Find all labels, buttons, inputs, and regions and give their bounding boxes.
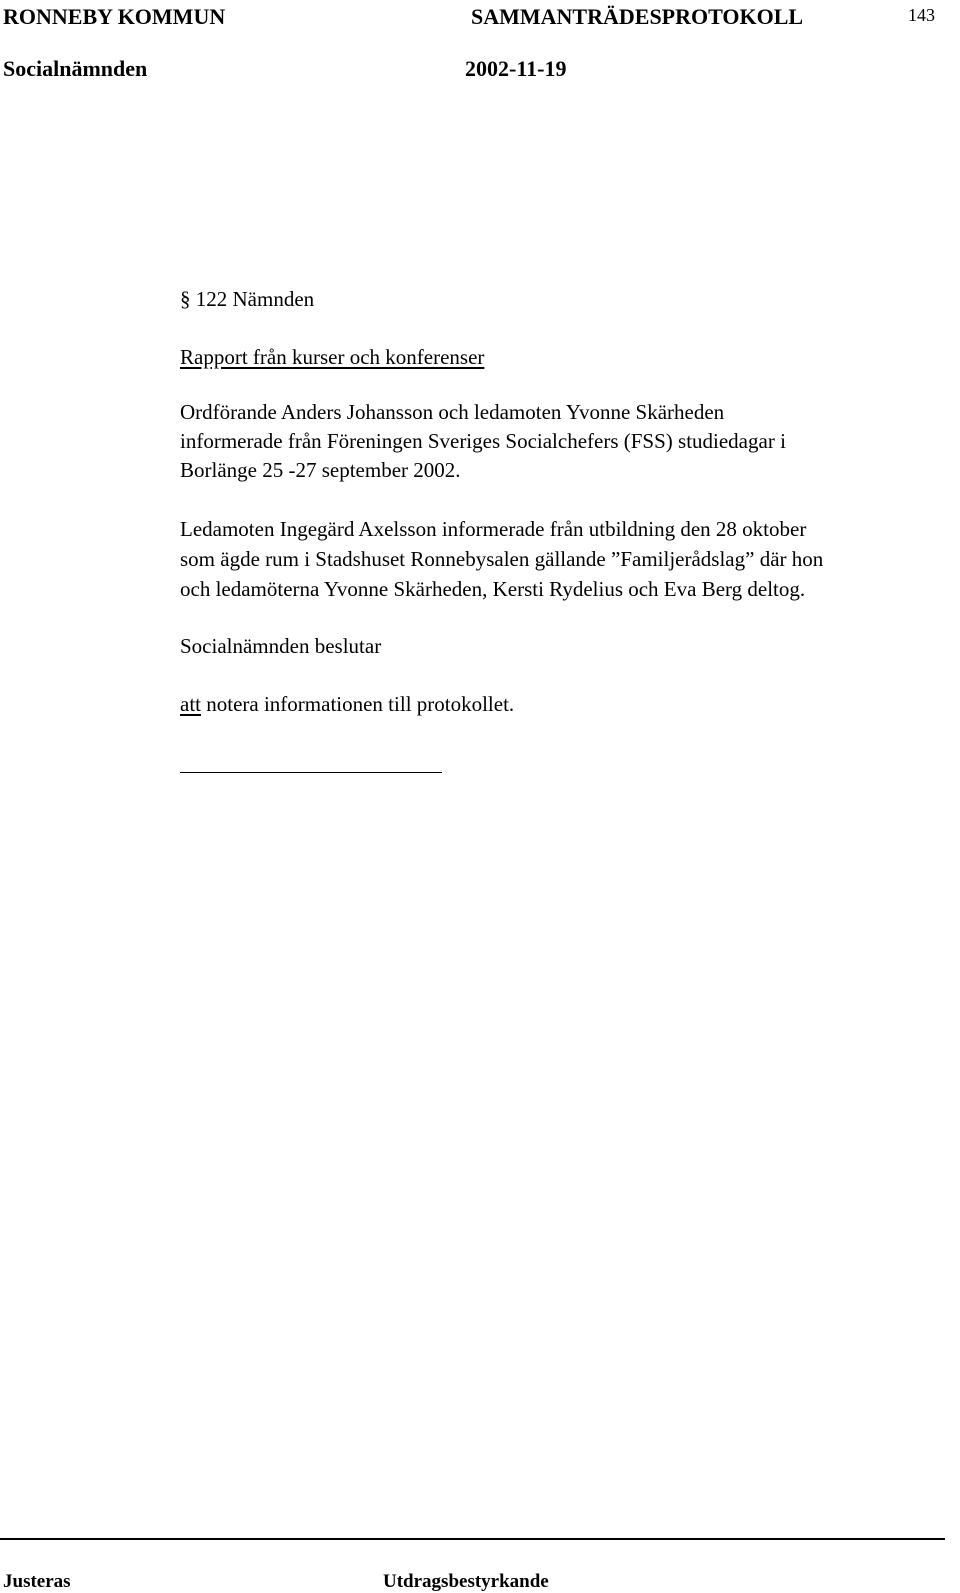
paragraph-1 xyxy=(180,398,940,485)
paragraph-line: informerade från Föreningen Sveriges Socialchefers (FSS) studiedagar i xyxy=(180,429,786,453)
meeting-date: 2002-11-19 xyxy=(465,56,567,81)
footer-rule xyxy=(0,1538,945,1540)
paragraph-line: Borlänge 25 -27 september 2002. xyxy=(180,458,461,482)
paragraph-line: och ledamöterna Yvonne Skärheden, Kersti Rydelius och Eva Berg deltog. xyxy=(180,577,806,601)
decision-text: notera informationen till protokollet. xyxy=(201,692,515,716)
page-number: 143 xyxy=(908,5,935,25)
organization-name: RONNEBY KOMMUN xyxy=(3,4,226,29)
att-keyword: att xyxy=(180,692,201,716)
footer-utdragsbestyrkande: Utdragsbestyrkande xyxy=(383,1571,549,1592)
decision-statement xyxy=(180,689,514,719)
document-type: SAMMANTRÄDESPROTOKOLL xyxy=(471,4,804,29)
paragraph-line: Ordförande Anders Johansson och ledamoten Yvonne Skärheden xyxy=(180,400,725,424)
separator-line xyxy=(180,772,442,773)
paragraph-line: som ägde rum i Stadshuset Ronnebysalen gällande ”Familjerådslag” där hon xyxy=(180,547,824,571)
paragraph-line: Ledamoten Ingegärd Axelsson informerade från utbildning den 28 oktober xyxy=(180,517,807,541)
section-title: 122 Nämnden xyxy=(195,287,315,311)
section-symbol: § xyxy=(180,287,191,311)
footer-justeras: Justeras xyxy=(3,1571,71,1592)
decision-intro: Socialnämnden beslutar xyxy=(180,634,382,658)
committee-name: Socialnämnden xyxy=(3,56,148,81)
section-subject: Rapport från kurser och konferenser xyxy=(180,345,485,369)
section-heading xyxy=(180,284,314,314)
paragraph-2 xyxy=(180,514,940,604)
